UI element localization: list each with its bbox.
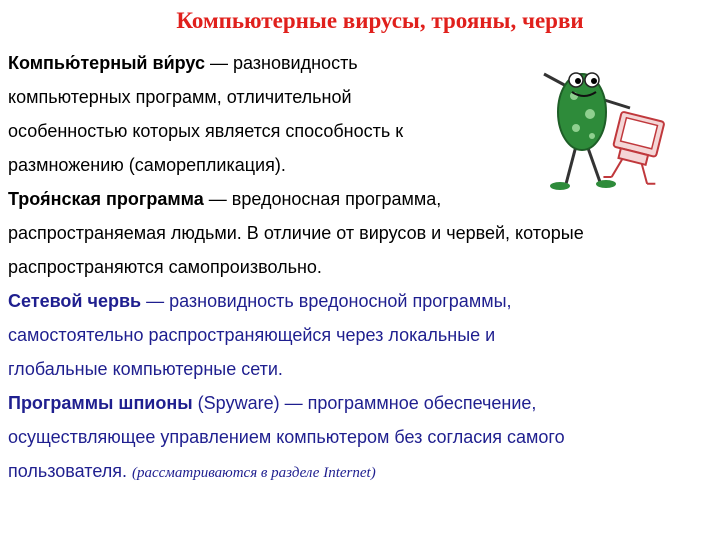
spyware-definition-line-2: осуществляющее управлением компьютером без согласия самого	[8, 427, 565, 447]
trojan-definition-line-1: Троя́нская программа — вредоносная программа,	[8, 189, 442, 209]
slide-title: Компьютерные вирусы, трояны, черви	[176, 8, 584, 33]
virus-definition-line-1: Компью́терный ви́рус — разновидность	[8, 53, 358, 73]
trojan-definition-line-3: распространяются самопроизвольно.	[8, 257, 322, 277]
worm-definition-line-2: самостоятельно распространяющейся через локальные и	[8, 325, 496, 345]
trojan-term: Троя́нская программа	[8, 189, 204, 209]
spyware-definition-line-1: Программы шпионы (Spyware) — программное обеспечение,	[8, 393, 537, 413]
virus-definition-line-3: особенностью которых является способность к	[8, 121, 404, 141]
virus-definition-line-4: размножению (саморепликация).	[8, 155, 286, 175]
trojan-definition-line-2: распространяемая людьми. В отличие от вирусов и червей, которые	[8, 223, 584, 243]
worm-definition-line-3: глобальные компьютерные сети.	[8, 359, 283, 379]
spyware-definition-line-3: пользователя. (рассматриваются в разделе Internet)	[8, 461, 376, 481]
virus-term: Компью́терный ви́рус	[8, 53, 205, 73]
worm-definition-line-1: Сетевой червь — разновидность вредоносной программы,	[8, 291, 512, 311]
spyware-term: Программы шпионы	[8, 393, 193, 413]
computer-icon	[603, 111, 670, 190]
internet-section-note: (рассматриваются в разделе Internet)	[132, 465, 376, 481]
worm-term: Сетевой червь	[8, 291, 142, 311]
virus-definition-line-2: компьютерных программ, отличительной	[8, 87, 352, 107]
virus-cartoon-icon	[528, 48, 718, 198]
